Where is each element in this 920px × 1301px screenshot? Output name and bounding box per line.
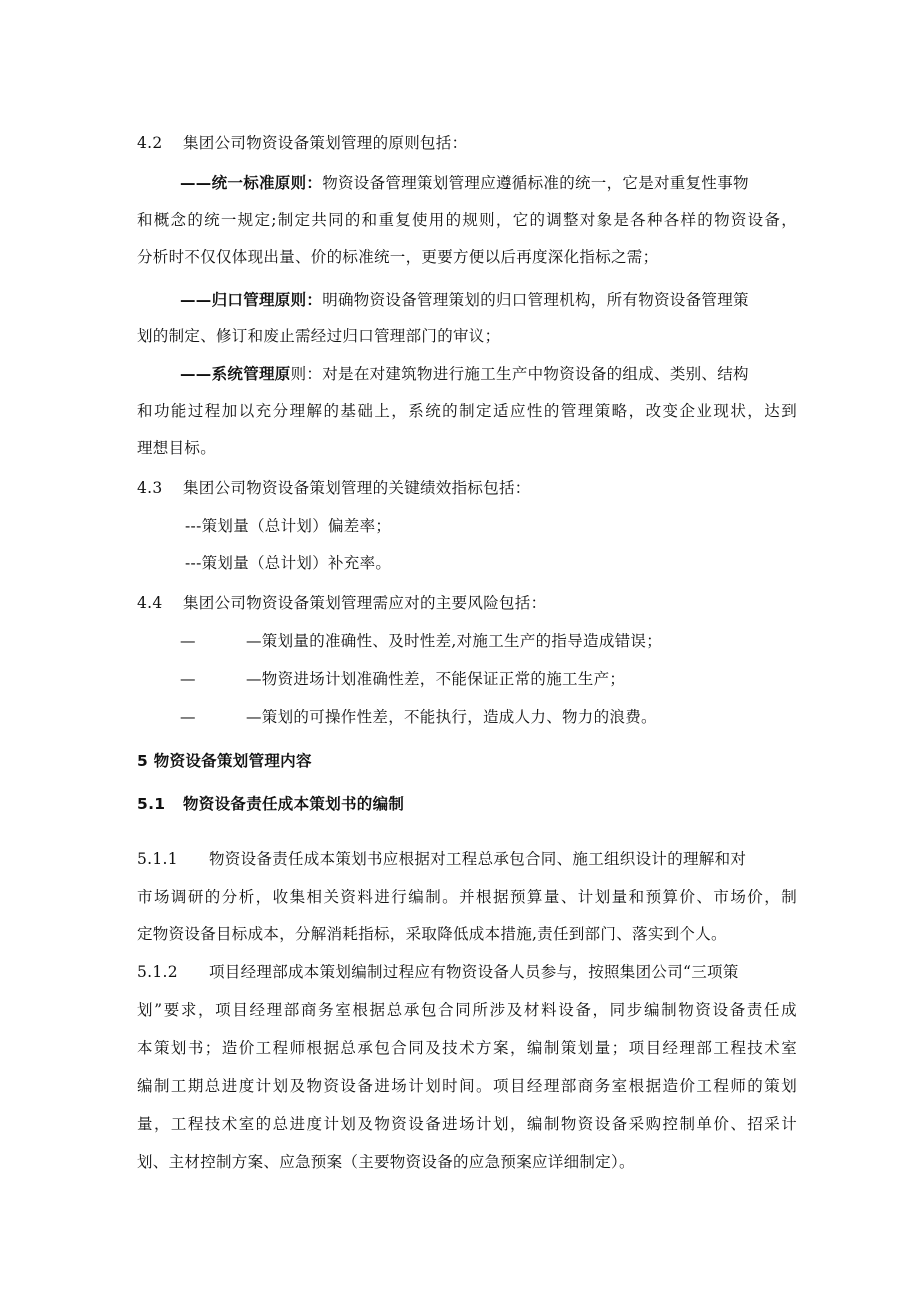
principle-system-line-1 xyxy=(180,364,797,384)
risk-dash: — xyxy=(180,708,196,726)
chapter-5-heading: 5 物资设备策划管理内容 xyxy=(137,752,312,770)
clause-5-1-1-line-1 xyxy=(137,849,797,869)
risk-item xyxy=(180,631,840,651)
section-title: 集团公司物资设备策划管理的关键绩效指标包括： xyxy=(183,479,531,497)
section-title: 集团公司物资设备策划管理需应对的主要风险包括： xyxy=(183,594,547,612)
principle-centralized-line-1 xyxy=(180,290,797,310)
section-number: 4.3 xyxy=(137,479,163,497)
clause-number: 5.1.1 xyxy=(137,850,178,868)
section-4-2-heading xyxy=(137,133,797,153)
principle-text: 物资设备管理策划管理应遵循标准的统一，它是对重复性事物 xyxy=(322,174,749,192)
principle-label: ——归口管理原则： xyxy=(180,291,323,309)
risk-item xyxy=(180,707,840,727)
section-4-4-heading xyxy=(137,593,797,613)
paragraph-line: 划”要求，项目经理部商务室根据总承包合同所涉及材料设备，同步编制物资设备责任成 xyxy=(137,1001,797,1019)
section-5-1-heading xyxy=(137,794,797,814)
principle-label: ——统一标准原则： xyxy=(180,174,323,192)
risk-text: —策划量的准确性、及时性差,对施工生产的指导造成错误； xyxy=(246,632,663,650)
section-title: 物资设备责任成本策划书的编制 xyxy=(183,795,405,813)
paragraph-line: 市场调研的分析，收集相关资料进行编制。并根据预算量、计划量和预算价、市场价，制 xyxy=(137,888,797,906)
paragraph-line: 划、主材控制方案、应急预案（主要物资设备的应急预案应详细制定）。 xyxy=(137,1153,635,1171)
principle-text: 明确物资设备管理策划的归口管理机构，所有物资设备管理策 xyxy=(322,291,749,309)
risk-dash: — xyxy=(180,670,196,688)
risk-item xyxy=(180,669,840,689)
clause-number: 5.1.2 xyxy=(137,963,178,981)
principle-text: 对是在对建筑物进行施工生产中物资设备的组成、类别、结构 xyxy=(322,365,749,383)
risk-text: —策划的可操作性差，不能执行，造成人力、物力的浪费。 xyxy=(246,708,657,726)
clause-text: 物资设备责任成本策划书应根据对工程总承包合同、施工组织设计的理解和对 xyxy=(209,850,747,868)
clause-text: 项目经理部成本策划编制过程应有物资设备人员参与，按照集团公司“三项策 xyxy=(209,963,739,981)
kpi-item: ---策划量（总计划）偏差率； xyxy=(185,517,392,535)
clause-5-1-2-line-1 xyxy=(137,962,797,982)
section-4-3-heading xyxy=(137,478,797,498)
section-number: 5.1 xyxy=(137,795,166,813)
paragraph-line: 和概念的统一规定;制定共同的和重复使用的规则，它的调整对象是各种各样的物资设备， xyxy=(137,211,797,229)
paragraph-line: 划的制定、修订和废止需经过归口管理部门的审议； xyxy=(137,327,501,345)
paragraph-line: 编制工期总进度计划及物资设备进场计划时间。项目经理部商务室根据造价工程师的策划 xyxy=(137,1077,797,1095)
risk-text: —物资进场计划准确性差，不能保证正常的施工生产； xyxy=(246,670,626,688)
principle-label-tail: 则： xyxy=(290,365,323,383)
paragraph-line: 分析时不仅仅体现出量、价的标准统一，更要方便以后再度深化指标之需； xyxy=(137,248,659,266)
section-title: 集团公司物资设备策划管理的原则包括： xyxy=(183,134,468,152)
section-number: 4.4 xyxy=(137,594,163,612)
risk-dash: — xyxy=(180,632,196,650)
section-number: 4.2 xyxy=(137,134,163,152)
paragraph-line: 定物资设备目标成本，分解消耗指标，采取降低成本措施,责任到部门、落实到个人。 xyxy=(137,925,727,943)
kpi-item: ---策划量（总计划）补充率。 xyxy=(185,554,392,572)
paragraph-line: 和功能过程加以充分理解的基础上，系统的制定适应性的管理策略，改变企业现状，达到 xyxy=(137,402,797,420)
paragraph-line: 量，工程技术室的总进度计划及物资设备进场计划，编制物资设备采购控制单价、招采计 xyxy=(137,1115,797,1133)
principle-label: ——系统管理原 xyxy=(180,365,291,383)
paragraph-line: 本策划书；造价工程师根据总承包合同及技术方案，编制策划量；项目经理部工程技术室 xyxy=(137,1039,797,1057)
principle-unified-line-1 xyxy=(180,173,797,193)
paragraph-line: 理想目标。 xyxy=(137,439,217,457)
